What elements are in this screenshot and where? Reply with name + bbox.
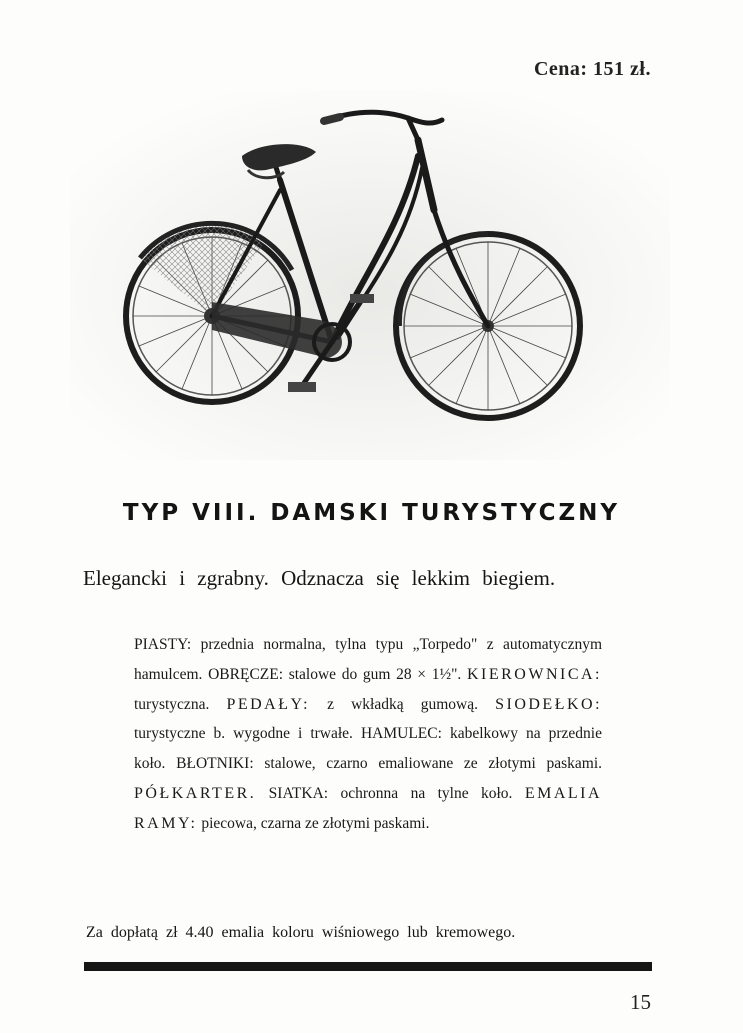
- spec-text-pedaly: z wkładką gumową.: [327, 695, 478, 713]
- spec-label-siodelko: SIODEŁKO:: [495, 695, 603, 713]
- specifications-block: [134, 630, 602, 839]
- pedal-icon: [288, 382, 316, 392]
- spec-text-blotniki: stalowe, czarno emaliowane ze złotymi paskami.: [264, 755, 602, 773]
- spec-label-pedaly: PEDAŁY:: [226, 695, 311, 713]
- spec-text-kierownica: turystyczna.: [134, 695, 210, 713]
- spec-label-blotniki: BŁOTNIKI:: [176, 755, 254, 773]
- spec-text-obrecze: stalowe do gum 28 × 1½".: [288, 665, 462, 683]
- spec-label-obrecze: OBRĘCZE:: [208, 665, 284, 683]
- spec-label-piasty: PIASTY:: [134, 636, 192, 653]
- divider-rule: [84, 962, 652, 971]
- model-title: TYP VIII. DAMSKI TURYSTYCZNY: [122, 500, 621, 526]
- spec-label-polkarter: PÓŁKARTER.: [134, 784, 257, 802]
- spec-label-emalia: EMALIA RAMY:: [134, 784, 603, 832]
- spec-text-siodelko: turystyczne b. wygodne i trwałe.: [134, 725, 353, 743]
- page-number: 15: [630, 990, 651, 1014]
- spec-text-siatka: ochronna na tylne koło.: [340, 784, 513, 802]
- bicycle-illustration-icon: [70, 90, 670, 460]
- spec-text-piasty: przednia normalna, tylna typu „Torpedo" z automatycznym hamulcem.: [134, 636, 603, 683]
- surcharge-note: Za dopłatą zł 4.40 emalia koloru wiśniowego lub kremowego.: [86, 924, 516, 941]
- spec-text-hamulec: kabelkowy na przednie koło.: [134, 725, 602, 773]
- tagline: Elegancki i zgrabny. Odznacza się lekkim biegiem.: [83, 566, 556, 590]
- spec-label-kierownica: KIEROWNICA:: [466, 665, 602, 683]
- price-label: Cena: 151 zł.: [533, 58, 651, 80]
- spec-label-hamulec: HAMULEC:: [360, 725, 442, 743]
- spec-label-siatka: SIATKA:: [268, 784, 329, 802]
- spec-text-emalia: piecowa, czarna ze złotymi paskami.: [201, 814, 430, 832]
